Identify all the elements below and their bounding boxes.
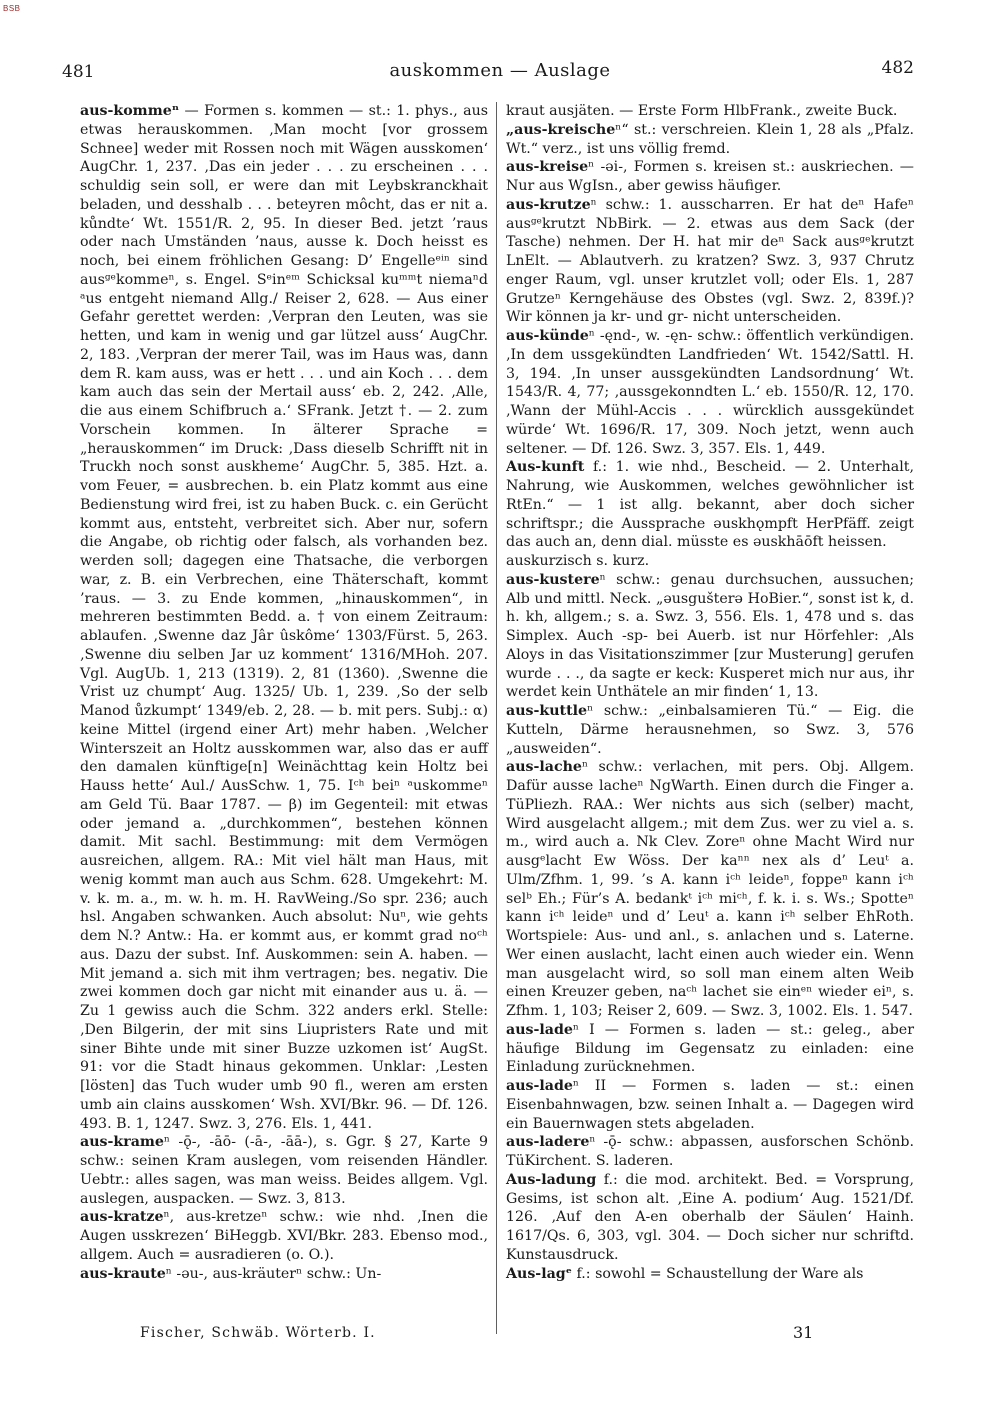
entry-headword: aus-lache (506, 759, 582, 776)
entry-headword: aus-kommeⁿ (80, 103, 180, 119)
entry-text: ⁿ schw.: 1. ausscharren. Er hat deⁿ Hafeⁿ ausᵍᵉkrutzt NbBirk. — 2. etwas aus dem Sack (der Tasche) nehmen. Der H. hat mir deⁿ Sack ausᵍᵉkrutzt LnElt. — Ablautverh. zu kratzen? Swz. 3, 937 Chrutz enger Raum, vgl. unser krutzlet voll; oder Els. 1, 287 Grutzeⁿ Kerngehäuse des Obstes (vgl. Swz. 2, 839f.)? Wir können ja kr- und gr- nicht unterscheiden. (506, 196, 914, 326)
dictionary-entry (80, 1265, 488, 1284)
entry-text: f.: 1. wie nhd., Bescheid. — 2. Unterhalt, Nahrung, wie Auskommen, welches gewöhnlicher ist RtEn.“ — 1 ist allg. bekannt, aber doch sicher schriftspr.; die Aussprache əuskhǫmpft HerPfäff. zeigt das auch an, denn dial. müsste es əuskhāōft heissen. (506, 459, 914, 551)
library-stamp: BSB (3, 4, 21, 13)
dictionary-entry (506, 458, 914, 552)
dictionary-entry (506, 1021, 914, 1077)
dictionary-entry (506, 702, 914, 758)
footer-author: Fischer, Schwäb. Wörterb. I. (140, 1325, 376, 1341)
dictionary-entry (506, 158, 914, 196)
entry-text: ⁿ -ǭ-, -āō- (-ā-, -āā-), s. Ggr. § 27, Karte 9 schw.: seinen Kram auslegen, vom reisenden Händler. Uebtr.: alles sagen, was man weiss. Beides allgem. Vgl. auslegen, auspacken. — Swz. 3, 813. (80, 1134, 488, 1207)
entry-headword: aus-kustere (506, 571, 600, 588)
dictionary-entry (506, 102, 914, 121)
entry-headword: Aus-ladung (506, 1171, 597, 1188)
dictionary-entry (506, 196, 914, 327)
entry-text: ⁿ schw.: verlachen, mit pers. Obj. Allgem. Dafür ausse lacheⁿ NgWarth. Einen durch die Finger a. TüPliezh. RAA.: Wer nichts aus sich (selber) macht, Wird ausgelacht allgem.; mit dem Zus. wer zu viel a. s. m., wird auch a. Nk Clev. Zoreⁿ ohne Macht Wird nur ausgᵉlacht Ew Wöss. Der kaⁿⁿ nex als d’ Leuᵗ a. Ulm/Zfhm. 1, 99. ’s A. kann iᶜʰ leideⁿ, foppeⁿ kann iᶜʰ selᵇ Eh.; Für’s A. bedankᵗ iᶜʰ miᶜʰ, f. k. i. s. Ws.; Spotteⁿ kann iᶜʰ leideⁿ und d’ Leuᵗ a. kann iᶜʰ selber EhRoth. Wortspiele: Aus- und anl., s. anlachen und s. Laterne. Wer einen auslacht, lacht einen auch wieder ein. Wenn man ausgelacht wird, so soll man einem alten Weib einen Kreuzer geben, naᶜʰ lachet sie einᵉⁿ wieder eiⁿ, s. Zfhm. 1, 103; Reiser 2, 609. — Swz. 3, 1002. Els. 1. 547. (506, 759, 914, 1019)
dictionary-entry (506, 1077, 914, 1133)
entry-headword: aus-kreise (506, 159, 589, 176)
entry-text: ⁿ -əu-, aus-kräuterⁿ schw.: Un- (165, 1265, 382, 1282)
entry-text: ⁿ“ st.: verschreien. Klein 1, 28 als „Pfalz. Wt.“ verz., ist uns völlig fremd. (506, 121, 914, 157)
entry-headword: aus-krame (80, 1134, 164, 1151)
entry-headword: aus-ladere (506, 1134, 590, 1151)
page-number-right: 482 (881, 58, 914, 78)
entry-text: ⁿ schw.: „einbalsamieren Tü.“ — Eig. die Kutteln, Därme herausnehmen, so Swz. 3, 576 „ausweiden“. (506, 703, 914, 757)
entry-headword: „aus-kreische (506, 121, 616, 138)
dictionary-entry (80, 102, 488, 1133)
entry-headword: aus-kratze (80, 1209, 164, 1226)
entry-text: ⁿ -ęnd-, w. -ęn- schw.: öffentlich verkündigen. ‚In dem ussgekündten Landfrieden‘ Wt. 1542/Sattl. H. 3, 194. ‚In unser aussgekündten Landsordnung‘ Wt. 1543/R. 4, 77; ‚aussgekonndten L.‘ eb. 1550/R. 12, 170. ‚Wann der Mühl-Accis . . . würcklich aussgekündet würde‘ Wt. 1696/R. 17, 309. Noch jetzt, wenn auch seltener. — Df. 126. Swz. 3, 357. Els. 1, 449. (506, 328, 914, 457)
entry-text: kraut ausjäten. — Erste Form HlbFrank., zweite Buck. (506, 103, 898, 119)
entry-text: ⁿ I — Formen s. laden — st.: geleg., aber häufige Bildung im Gegensatz zu einladen: eine Einladung zurücknehmen. (506, 1021, 914, 1076)
dictionary-entry (506, 1171, 914, 1265)
entry-text: f.: sowohl = Schaustellung der Ware als (572, 1265, 864, 1282)
dictionary-entry (506, 327, 914, 458)
entry-headword: aus-krutze (506, 196, 591, 213)
dictionary-entry (506, 121, 914, 159)
entry-headword: Aus-kunft (506, 459, 585, 476)
dictionary-entry (506, 552, 914, 571)
dictionary-entry (80, 1133, 488, 1208)
entry-text: ⁿ -ǭ- schw.: abpassen, ausforschen Schönb. TüKirchent. S. laderen. (506, 1134, 914, 1169)
entry-text: ⁿ -əi-, Formen s. kreisen st.: auskriechen. — Nur aus WgIsn., aber gewiss häufiger. (506, 159, 914, 194)
entry-headword: aus-kuttle (506, 703, 588, 719)
dictionary-entry (506, 1265, 914, 1284)
left-column (80, 102, 488, 1283)
entry-text: ⁿ, aus-kretzeⁿ schw.: wie nhd. ‚Inen die Augen usskrezen‘ BiHeggb. XVI/Bkr. 283. Ebenso mod., allgem. Auch = ausradieren (o. O.). (80, 1209, 488, 1263)
column-divider (496, 102, 497, 1334)
entry-headword: aus-lade (506, 1021, 573, 1038)
dictionary-entry (506, 758, 914, 1021)
dictionary-entry (80, 1208, 488, 1264)
right-column (506, 102, 914, 1283)
entry-text: ⁿ schw.: genau durchsuchen, aussuchen; Alb und mittl. Neck. „əusgušterə HoBier.“, sonst ist k, d. h. kh, allgem.; s. a. Swz. 3, 556. Els. 1, 478 und s. das Simplex. Auch -sp- bei Auerb. ist nur Hörfehler: ‚Als Aloys in das Visitationszimmer [zur Musterung] gerufen wurde . . ., da sagte er keck: Kusperet mich nur aus, ihr werdet kein Unthätele an mir finden‘ 1, 13. (506, 571, 914, 701)
entry-text: auskurzisch s. kurz. (506, 553, 650, 569)
entry-text: — Formen s. kommen — st.: 1. phys., aus etwas herauskommen. ‚Man mocht [vor grossem Schnee] weder mit Rossen noch mit Wägen ausskomen‘ AugChr. 1, 237. ‚Das ein jeder . . . zu erscheinen . . . schuldig sein soll, er were dan mit Leybskranckhait beladen, und desshalb . . . beteyren môcht, das er nit a. kůndte‘ Wt. 1551/R. 2, 95. In dieser Bed. jetzt ’raus oder nach Umständen ’naus, ausse k. Doch heisst es noch, bei einem fröhlichen Gesang: D’ Engelleᵉⁱⁿ sind ausᵍᵉkommeⁿ, s. Engel. Sᵉinᵉᵐ Schicksal kuᵐᵐt niemaⁿd ᵃus entgeht niemand Allg./ Reiser 2, 628. — Aus einer Gefahr gerettet werden: ‚Verpran den Leuten, was sie hetten, und kam in wenig und gar lützel auss‘ AugChr. 2, 183. ‚Verpran der merer Tail, was im Haus was, dann dem R. kam auss, was er hett . . . und ain Koch . . . dem kam auch das sein der Mertail auss‘ eb. 2, 242. ‚Alle, die aus einem Schifbruch a.‘ SFrank. Jetzt †. — 2. zum Vorschein kommen. In älterer Sprache = „herauskommen“ im Druck: ‚Dass dieselb Schrifft nit in Truckh noch sonst auskheme‘ AugChr. 5, 385. Hzt. a. vom Feuer, = ausbrechen. b. ein Platz kommt aus eine Bedienstung wird frei, ist zu haben Buck. c. ein Gerücht kommt aus, entsteht, verbreitet sich. Aber nur, sofern die Angabe, ob richtig oder falsch, als vorhanden bez. werden soll; dagegen eine Thatsache, die verborgen war, z. B. ein Verbrechen, eine Thäterschaft, kommt ’raus. — 3. zu Ende kommen, „hinauskommen“, in mehreren bestimmten Bedd. a. † von einem Zeitraum: ablaufen. ‚Swenne daz Jâr ûskôme‘ 1303/Fürst. 5, 263. ‚Swenne diu selben Jar uz komment‘ 1316/MHoh. 207. Vgl. AugUb. 1, 213 (1319). 2, 81 (1360). ‚Swenne die Vrist uz chumpt‘ Aug. 1325/ Ub. 1, 239. ‚So der selb Manod ůzkumpt‘ 1349/eb. 2, 28. — b. mit pers. Subj.: α) keine Mittel (irgend einer Art) mehr haben. ‚Welcher Winterszeit an Holtz ausskommen war, also das er auff den damalen künftige[n] Weinächttag kein Holtz bei Hauss hette‘ Aul./ AusSchw. 1, 75. Iᶜʰ beiⁿ ᵃuskommeⁿ am Geld Tü. Baar 1787. — β) im Gegenteil: mit etwas oder jemand a. „durchkommen“, bestehen können damit. Mit sachl. Bestimmung: mit dem Vermögen ausreichen, allgem. RA.: Mit viel hält man Haus, mit wenig kommt man auch aus Schm. 628. Umgekehrt: M. v. k. m. a., m. w. h. m. H. RavWeing./So spr. 236; auch hsl. Angaben schwanken. Auch absolut: Nuⁿ, wie gehts dem N.? Antw.: Ha. er kommt aus, er kommt grad noᶜʰ aus. Dazu der subst. Inf. Auskommen: sein A. haben. — Mit jemand a. sich mit ihm vertragen; bes. negativ. Die zwei kommen doch gar nicht mit einander aus u. ä. — Zu 1 gewiss auch die Schm. 322 anders erkl. Stelle: ‚Den Bilgerin, der mit sins Liupristers Rate und mit siner Bihte unde mit siner Buzze uzkomen ist‘ AugSt. 91: vor die Stadt hinaus gekommen. Unklar: ‚Lesten [lösten] das Tuch wuder umb 90 fl., weren am ersten umb ain clains ausskomen‘ Wsh. XVI/Bkr. 96. — Df. 126. 493. B. 1, 1247. Swz. 3, 276. Els. 1, 441. (80, 103, 488, 1132)
entry-text: ⁿ II — Formen s. laden — st.: einen Eisenbahnwagen, bzw. seinen Inhalt a. — Dagegen wird ein Bauernwagen stets abgeladen. (506, 1078, 914, 1132)
entry-headword: aus-künde (506, 328, 589, 344)
signature-mark: 31 (793, 1323, 814, 1342)
entry-headword: aus-lade (506, 1078, 573, 1094)
page-number-left: 481 (62, 62, 95, 82)
entry-headword: aus-kraute (80, 1265, 166, 1282)
running-header: auskommen — Auslage (389, 60, 611, 81)
dictionary-entry (506, 1133, 914, 1171)
entry-headword: Aus-lagᵉ (506, 1265, 573, 1282)
entry-text: f.: die mod. architekt. Bed. = Vorsprung, Gesims, ist schon alt. ‚Eine A. podium‘ Aug. 1521/Df. 126. ‚Auf den A-en oberhalb der Säulen‘ Hainh. 1617/Qs. 6, 303, vgl. 304. — Doch sicher nur schriftd. Kunstausdruck. (506, 1171, 914, 1263)
dictionary-entry (506, 571, 914, 702)
